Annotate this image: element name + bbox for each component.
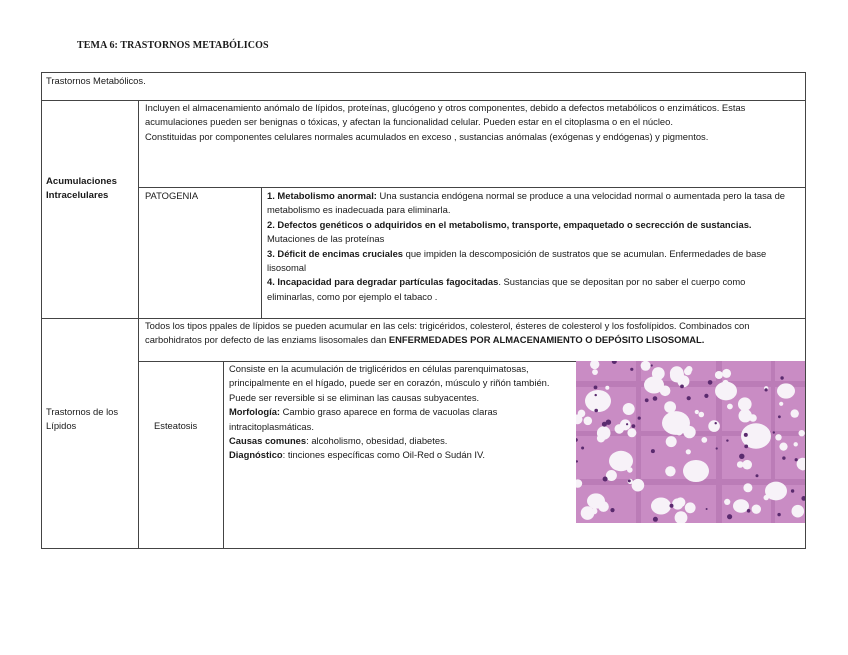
cell-nucleus xyxy=(687,396,691,400)
steatosis-histology-image xyxy=(576,361,805,523)
description-paragraph: Constituidas por componentes celulares normales acumulados en exceso , sustancias anómalas (exógenas y endógenas) y pigmentos. xyxy=(145,130,709,142)
cell-nucleus xyxy=(626,423,628,425)
cell-nucleus xyxy=(594,409,598,413)
table-rule xyxy=(261,187,262,318)
cell-nucleus xyxy=(595,394,597,396)
cell-nucleus xyxy=(777,513,780,516)
fat-vacuole xyxy=(585,390,611,412)
fat-vacuole xyxy=(743,483,752,492)
row-label-acumulaciones: Acumulaciones Intracelulares xyxy=(46,176,117,201)
fat-vacuole xyxy=(738,397,752,411)
patogenia-item: 2. Defectos genéticos o adquiridos en el metabolismo, transporte, empaquetado o secrección de sustancias. Mutaciones de las proteínas xyxy=(267,218,752,245)
cell-nucleus xyxy=(653,396,658,401)
cell-nucleus xyxy=(727,514,732,519)
table-rule xyxy=(223,361,224,549)
fat-vacuole xyxy=(742,460,752,470)
cell-nucleus xyxy=(630,368,633,371)
cell-nucleus xyxy=(716,447,718,449)
cell-nucleus xyxy=(680,385,684,389)
fat-vacuole xyxy=(727,404,733,410)
cell-nucleus xyxy=(780,376,783,379)
cell-nucleus xyxy=(645,398,649,402)
fat-vacuole xyxy=(589,499,599,509)
cell-nucleus xyxy=(747,509,751,513)
fat-vacuole xyxy=(632,479,645,492)
fat-vacuole xyxy=(605,386,609,390)
fat-vacuole xyxy=(672,498,683,509)
table-rule xyxy=(138,100,139,549)
fat-vacuole xyxy=(777,383,795,398)
cell-nucleus xyxy=(744,433,748,437)
fat-vacuole xyxy=(666,436,677,447)
table-rule xyxy=(138,187,806,188)
cell-nucleus xyxy=(632,424,636,428)
fat-vacuole xyxy=(708,420,720,432)
fat-vacuole xyxy=(676,429,683,436)
esteatosis-diagnostico: Diagnóstico: tinciones específicas como Oil-Red o Sudán IV. xyxy=(229,449,486,461)
fat-vacuole xyxy=(685,502,696,513)
fat-vacuole xyxy=(652,367,665,380)
fat-vacuole xyxy=(728,385,734,391)
fat-vacuole xyxy=(737,461,744,468)
fat-vacuole xyxy=(665,466,675,476)
fat-vacuole xyxy=(791,409,799,417)
esteatosis-morfologia: Morfología: Cambio graso aparece en forma de vacuolas claras intracitoplasmáticas. xyxy=(229,406,498,432)
cell-nucleus xyxy=(756,474,759,477)
fat-vacuole xyxy=(627,428,636,437)
cell-nucleus xyxy=(638,417,641,420)
patogenia-list xyxy=(267,189,793,304)
fat-vacuole xyxy=(660,386,671,397)
lipidos-intro: Todos los tipos ppales de lípidos se pueden acumular en las cels: trigicéridos, colesterol, ésteres de colesterol y los fosfolípidos. Combinados con carbohidratos por defecto de las enziams lisosomales dan ENFERMEDADES POR ALMACENAMIENTO O DEPÓSITO LISOSOMAL. xyxy=(145,320,750,346)
fat-vacuole xyxy=(651,498,671,515)
cell-nucleus xyxy=(594,386,598,390)
table-caption: Trastornos Metabólicos. xyxy=(46,75,146,86)
cell-nucleus xyxy=(628,479,631,482)
fat-vacuole xyxy=(779,443,787,451)
fat-vacuole xyxy=(584,417,593,426)
cell-nucleus xyxy=(782,456,785,459)
fat-vacuole xyxy=(701,437,707,443)
fat-vacuole xyxy=(664,401,676,413)
cell-nucleus xyxy=(726,439,728,441)
fat-vacuole xyxy=(623,403,635,415)
fat-vacuole xyxy=(672,417,681,426)
fat-vacuole xyxy=(695,410,699,414)
fat-vacuole xyxy=(592,369,598,375)
cell-nucleus xyxy=(651,449,655,453)
fat-vacuole xyxy=(686,449,691,454)
esteatosis-description xyxy=(229,362,559,463)
cell-nucleus xyxy=(715,422,717,424)
fat-vacuole xyxy=(591,508,597,514)
fat-vacuole xyxy=(699,412,705,418)
acumulaciones-description xyxy=(145,101,795,144)
fat-vacuole xyxy=(670,366,684,380)
fat-vacuole xyxy=(739,409,752,422)
fat-vacuole xyxy=(715,371,723,379)
fat-vacuole xyxy=(792,505,805,518)
cell-nucleus xyxy=(670,504,674,508)
fat-vacuole xyxy=(598,501,609,512)
patogenia-item: 1. Metabolismo anormal: Una sustancia endógena normal se produce a una velocidad normal o aumentada pero la tasa de metabolismo es inadecuada para eliminarla. xyxy=(267,190,786,216)
cell-nucleus xyxy=(791,489,794,492)
fat-vacuole xyxy=(722,380,728,386)
fat-vacuole xyxy=(779,402,783,406)
fat-vacuole xyxy=(799,430,805,436)
fat-vacuole xyxy=(794,442,798,446)
cell-nucleus xyxy=(773,431,775,433)
cell-nucleus xyxy=(739,454,744,459)
cell-nucleus xyxy=(778,415,781,418)
esteatosis-label: Esteatosis xyxy=(154,420,198,431)
esteatosis-definition: Consiste en la acumulación de triglicéridos en células parenquimatosas, principalmente en el hígado, puede ser en corazón, músculo y riñón también. Puede ser reversible si se eliminan las causas subyacentes. xyxy=(229,363,550,403)
cell-nucleus xyxy=(603,477,608,482)
fat-vacuole xyxy=(683,426,695,438)
cell-nucleus xyxy=(765,388,768,391)
fat-vacuole xyxy=(733,499,749,513)
fat-vacuole xyxy=(752,505,761,514)
fat-vacuole xyxy=(699,463,707,471)
cell-nucleus xyxy=(606,420,611,425)
cell-nucleus xyxy=(581,447,584,450)
cell-nucleus xyxy=(744,445,748,449)
cell-nucleus xyxy=(704,394,708,398)
patogenia-item: 4. Incapacidad para degradar partículas fagocitadas. Sustancias que se depositan por no saber el cuerpo como eliminarlas, como por ejemplo el tabaco . xyxy=(267,276,746,302)
cell-nucleus xyxy=(795,458,798,461)
patogenia-label: PATOGENIA xyxy=(145,190,199,201)
page-title: TEMA 6: TRASTORNOS METABÓLICOS xyxy=(77,40,269,51)
fat-vacuole xyxy=(641,361,651,371)
cell-nucleus xyxy=(653,517,658,522)
description-paragraph: Incluyen el almacenamiento anómalo de lípidos, proteínas, glucógeno y otros componentes, debido a defectos metabólicos o enzimáticos. Estas acumulaciones pueden ser benignas o tóxicas, y afectan la funcionalidad celular. Pueden estar en el citoplasma o en el núcleo. xyxy=(145,102,746,128)
esteatosis-causas: Causas comunes: alcoholismo, obesidad, diabetes. xyxy=(229,435,448,447)
fat-vacuole xyxy=(620,419,631,430)
cell-nucleus xyxy=(706,508,708,510)
row-label-lipidos: Trastornos de los Lípidos xyxy=(46,406,119,432)
fat-vacuole xyxy=(627,467,633,473)
cell-nucleus xyxy=(610,508,614,512)
fat-vacuole xyxy=(724,499,730,505)
fat-vacuole xyxy=(597,434,605,442)
fat-vacuole xyxy=(684,368,692,376)
patogenia-item: 3. Déficit de encimas cruciales que impiden la descomposición de sustratos que se acumulan. Enfermedades de base lisosomal xyxy=(267,247,767,274)
cell-nucleus xyxy=(651,364,653,366)
cell-nucleus xyxy=(708,380,713,385)
fat-vacuole xyxy=(764,495,769,500)
fat-vacuole xyxy=(775,434,781,440)
fat-vacuole xyxy=(722,369,731,378)
